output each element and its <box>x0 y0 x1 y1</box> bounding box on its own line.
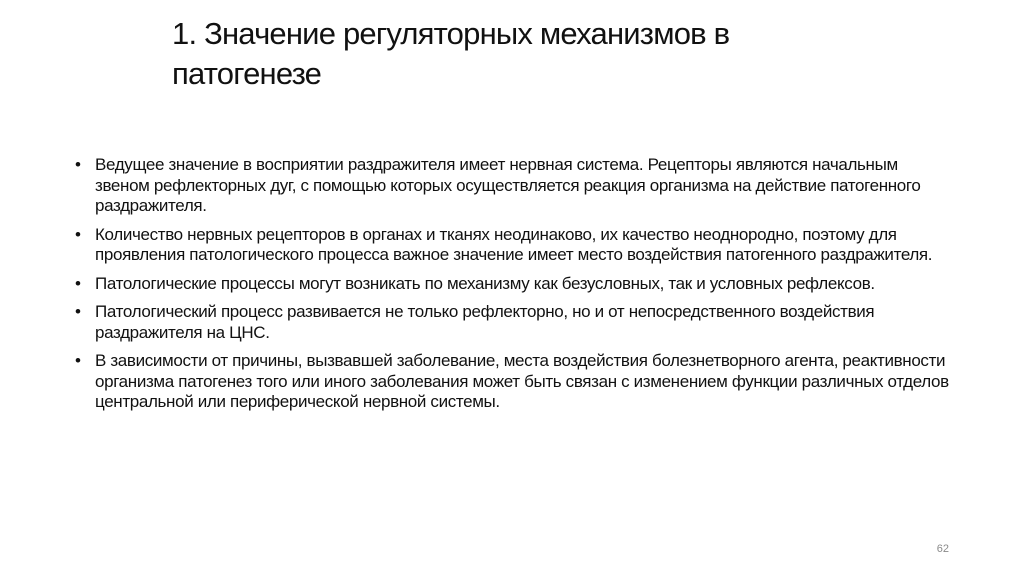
bullet-item <box>75 225 955 266</box>
bullet-item <box>75 155 955 217</box>
bullet-marker: • <box>75 273 81 293</box>
bullet-text: Количество нервных рецепторов в органах и тканях неодинаково, их качество неоднородно, поэтому для проявления патологического процесса важное значение имеет место воздействия патогенного раздражителя. <box>95 224 933 264</box>
bullet-text: Ведущее значение в восприятии раздражителя имеет нервная система. Рецепторы являются начальным звеном рефлекторных дуг, с помощью которых осуществляется реакция организма на действие патогенного раздражителя. <box>95 155 921 215</box>
page-number: 62 <box>936 543 949 555</box>
bullet-text: Патологические процессы могут возникать по механизму как безусловных, так и условных рефлексов. <box>95 273 875 293</box>
bullet-item <box>75 351 955 413</box>
bullet-text: Патологический процесс развивается не только рефлекторно, но и от непосредственного воздействия раздражителя на ЦНС. <box>95 302 875 342</box>
bullet-text: В зависимости от причины, вызвавшей заболевание, места воздействия болезнетворного агента, реактивности организма патогенез того или иного заболевания может быть связан с изменением функции различных отделов центральной или периферической нервной системы. <box>95 351 949 411</box>
slide-title: 1. Значение регуляторных механизмов в патогенезе <box>172 16 730 91</box>
bullet-item <box>75 302 955 343</box>
bullet-marker: • <box>75 224 81 244</box>
bullet-list <box>75 155 955 421</box>
bullet-marker: • <box>75 302 81 321</box>
bullet-item <box>75 274 955 295</box>
bullet-marker: • <box>75 351 81 370</box>
bullet-marker: • <box>75 155 81 174</box>
